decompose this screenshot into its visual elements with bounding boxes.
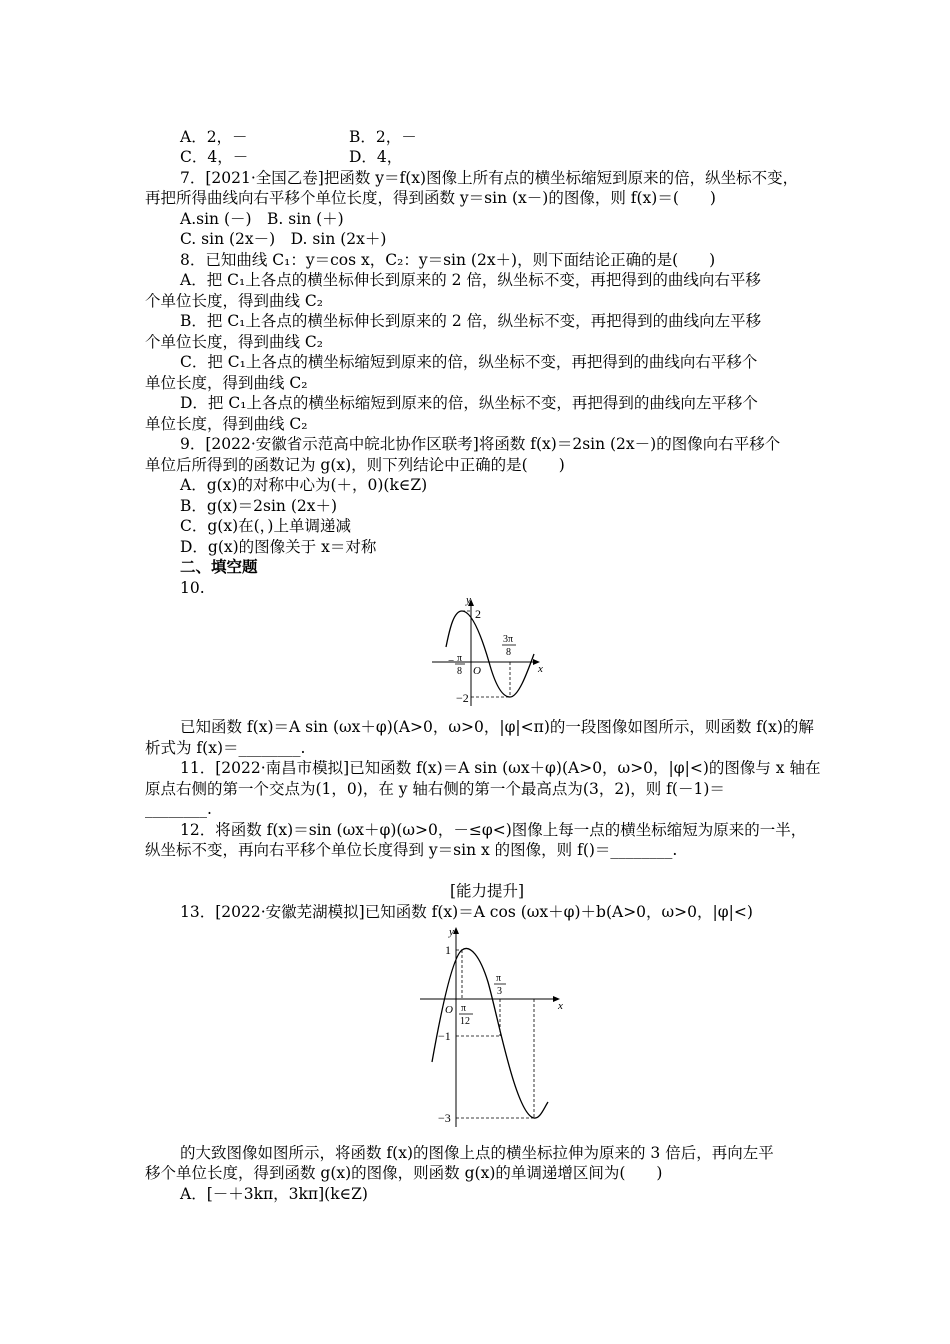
question-9-option: C．g(x)在(，)上单调递减 [180,517,351,535]
question-9-text: 9．[2022·安徽省示范高中皖北协作区联考]将函数 f(x)＝2sin (2x－)的图像向右平移个 [180,435,781,453]
question-10-number: 10. [180,579,205,597]
tick-neg-pi-8-denominator: 8 [457,666,462,677]
y-axis-arrow [453,927,459,934]
question-12-text: 纵坐标不变，再向右平移个单位长度得到 y＝sin x 的图像，则 f()＝________. [145,841,678,859]
question-8-option: 个单位长度，得到曲线 C₂ [145,333,324,351]
question-9-option: B．g(x)＝2sin (2x＋) [180,497,338,515]
question-11-text: 11．[2022·南昌市模拟]已知函数 f(x)＝A sin (ωx＋φ)(A>0，ω>0，|φ|<)的图像与 x 轴在 [180,759,821,777]
tick-pi-3-denominator: 3 [497,986,502,997]
question-8-text: 8．已知曲线 C₁：y＝cos x，C₂：y＝sin (2x＋)，则下面结论正确的是( ) [180,251,716,269]
y-label: y [466,594,471,606]
minus-sign: − [448,655,455,667]
tick-3pi-8-denominator: 8 [506,647,511,658]
origin-label: O [445,1004,453,1016]
question-12-text: 12．将函数 f(x)＝sin (ωx＋φ)(ω>0，－≤φ<)图像上每一点的横坐标缩短为原来的一半， [180,821,807,839]
question-7-options: C. sin (2x－) D. sin (2x＋) [180,230,387,248]
figure-question-10 [428,592,558,710]
max-value-label: 2 [475,607,481,621]
origin-label: O [473,665,481,677]
question-8-option: 单位长度，得到曲线 C₂ [145,374,308,392]
question-7-text: 再把所得曲线向右平移个单位长度，得到函数 y＝sin (x－)的图像，则 f(x)＝( ) [145,189,716,207]
question-13-text: 移个单位长度，得到函数 g(x)的图像，则函数 g(x)的单调递增区间为( ) [145,1164,663,1182]
question-8-option: 个单位长度，得到曲线 C₂ [145,292,324,310]
tick-3pi-8-numerator: 3π [503,634,514,645]
question-11-text: 原点右侧的第一个交点为(1，0)，在 y 轴右侧的第一个最高点为(3，2)，则 f(－1)＝ [145,780,725,798]
option-line: A．2，－ [180,128,248,146]
question-8-option: C．把 C₁上各点的横坐标缩短到原来的倍，纵坐标不变，再把得到的曲线向右平移个 [180,353,758,371]
question-8-option: B．把 C₁上各点的横坐标伸长到原来的 2 倍，纵坐标不变，再把得到的曲线向左平移 [180,312,762,330]
question-9-option: A．g(x)的对称中心为(＋，0)(k∈Z) [180,476,428,494]
question-13-text: 13．[2022·安徽芜湖模拟]已知函数 f(x)＝A cos (ωx＋φ)＋b(A>0，ω>0，|φ|<) [180,903,753,921]
question-7-text: 7．[2021·全国乙卷]把函数 y＝f(x)图像上所有点的横坐标缩短到原来的倍，纵坐标不变， [180,169,799,187]
question-8-option: 单位长度，得到曲线 C₂ [145,415,308,433]
question-10-text: 已知函数 f(x)＝A sin (ωx＋φ)(A>0，ω>0，|φ|<π)的一段图像如图所示，则函数 f(x)的解 [180,718,814,736]
x-label: x [558,1000,563,1012]
tick-pi-3-numerator: π [496,973,502,984]
max-value-label: 1 [445,943,451,957]
min-value-label: −2 [456,691,469,705]
question-8-option: A．把 C₁上各点的横坐标伸长到原来的 2 倍，纵坐标不变，再把得到的曲线向右平移 [180,271,761,289]
y-label: y [449,926,454,938]
option-line: C．4，－ [180,148,249,166]
question-9-option: D．g(x)的图像关于 x＝对称 [180,538,377,556]
section-heading-ability: [能力提升] [450,882,525,900]
neg-one-label: −1 [438,1029,451,1043]
question-9-text: 单位后所得到的函数记为 g(x)，则下列结论中正确的是( ) [145,456,565,474]
tick-pi-12-denominator: 12 [460,1016,470,1027]
option-line: D．4， [349,148,403,166]
question-13-option: A．[－＋3kπ，3kπ](k∈Z) [180,1185,368,1203]
question-10-text: 析式为 f(x)＝________. [145,739,306,757]
tick-neg-pi-8-numerator: π [457,653,463,664]
option-line: B．2，－ [349,128,417,146]
question-7-options: A.sin (－) B. sin (＋) [180,210,344,228]
section-heading: 二、填空题 [180,558,258,576]
min-value-label: −3 [438,1111,451,1125]
question-11-blank: ________. [145,800,212,818]
tick-pi-12-numerator: π [461,1003,467,1014]
figure-question-13 [418,922,568,1134]
question-13-text: 的大致图像如图所示，将函数 f(x)的图像上点的横坐标拉伸为原来的 3 倍后，再向左平 [180,1144,774,1162]
x-label: x [538,663,543,675]
question-8-option: D．把 C₁上各点的横坐标缩短到原来的倍，纵坐标不变，再把得到的曲线向左平移个 [180,394,758,412]
